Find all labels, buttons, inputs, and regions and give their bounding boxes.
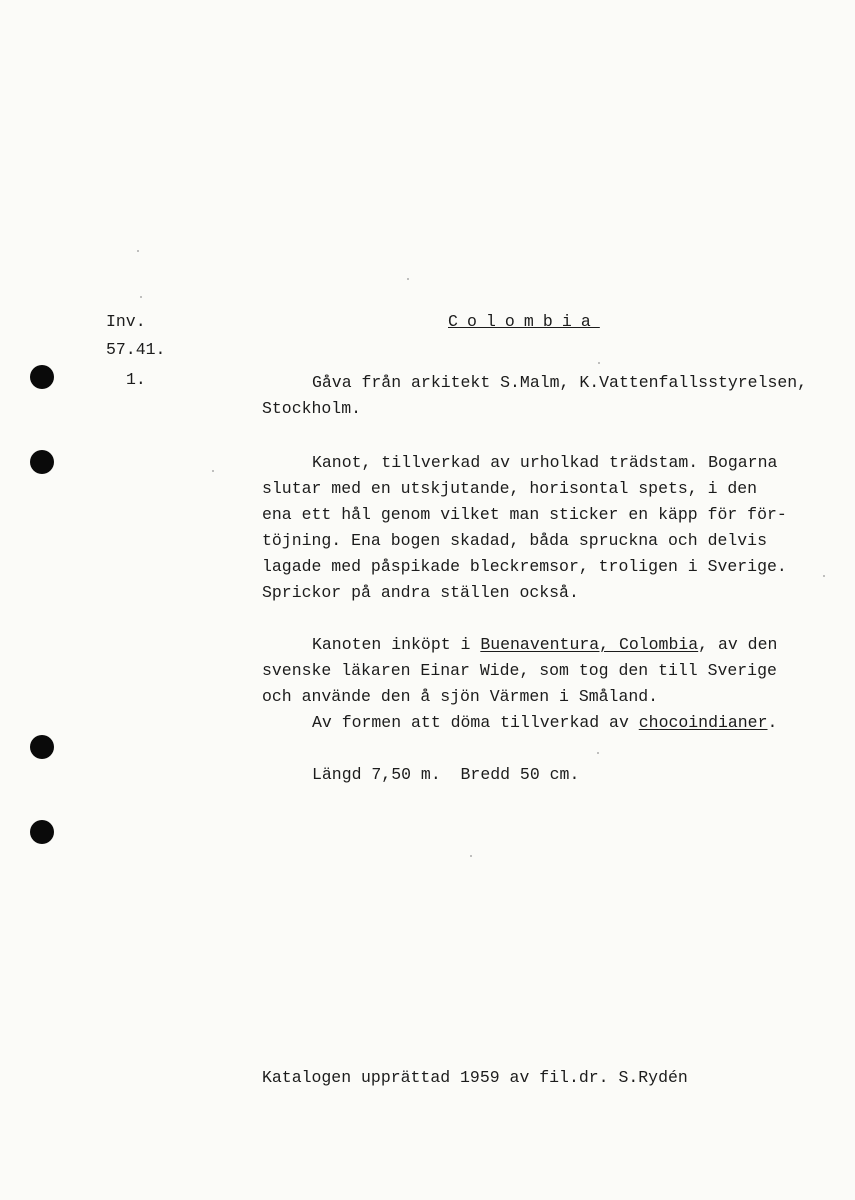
item-number: 1. — [126, 370, 146, 389]
paragraph3-line1 — [312, 635, 777, 655]
dimensions: Längd 7,50 m. Bredd 50 cm. — [312, 765, 580, 784]
inventory-number: 57.41. — [106, 340, 166, 359]
punch-hole — [30, 450, 54, 474]
paper-speck — [137, 250, 139, 252]
paper-speck — [470, 855, 472, 857]
inventory-label: Inv. — [106, 312, 146, 331]
paragraph3-text: . — [767, 713, 778, 732]
punch-hole — [30, 365, 54, 389]
paper-speck — [212, 470, 214, 472]
paper-speck — [407, 278, 409, 280]
paragraph2-line6: Sprickor på andra ställen också. — [262, 583, 579, 602]
paragraph1-line2: Stockholm. — [262, 399, 362, 418]
paragraph3-line3: och använde den å sjön Värmen i Småland. — [262, 687, 659, 706]
paper-speck — [823, 575, 825, 577]
paragraph2-line4: töjning. Ena bogen skadad, båda spruckna och delvis — [262, 531, 767, 550]
paragraph2-line1: Kanot, tillverkad av urholkad trädstam. Bogarna — [312, 453, 778, 472]
paper-speck — [598, 362, 600, 364]
paragraph3-text: Av formen att döma tillverkad av — [312, 713, 639, 732]
paragraph2-line3: ena ett hål genom vilket man sticker en käpp för för- — [262, 505, 787, 524]
paper-speck — [597, 752, 599, 754]
paragraph3-text: Kanoten inköpt i — [312, 635, 481, 654]
document-title: Colombia — [448, 312, 600, 331]
paragraph3-line2: svenske läkaren Einar Wide, som tog den till Sverige — [262, 661, 777, 680]
punch-hole — [30, 735, 54, 759]
place-name-underlined: Buenaventura, Colombia — [480, 635, 699, 654]
paper-speck — [140, 296, 142, 298]
paragraph2-line5: lagade med påspikade bleckremsor, troligen i Sverige. — [262, 557, 787, 576]
paragraph3-text: , av den — [698, 635, 778, 654]
paragraph3-line4 — [312, 713, 777, 733]
catalogue-footer: Katalogen upprättad 1959 av fil.dr. S.Rydén — [262, 1068, 688, 1087]
paragraph1-line1: Gåva från arkitekt S.Malm, K.Vattenfallsstyrelsen, — [312, 373, 808, 392]
paragraph2-line2: slutar med en utskjutande, horisontal spets, i den — [262, 479, 758, 498]
people-name-underlined: chocoindianer — [638, 713, 768, 732]
punch-hole — [30, 820, 54, 844]
